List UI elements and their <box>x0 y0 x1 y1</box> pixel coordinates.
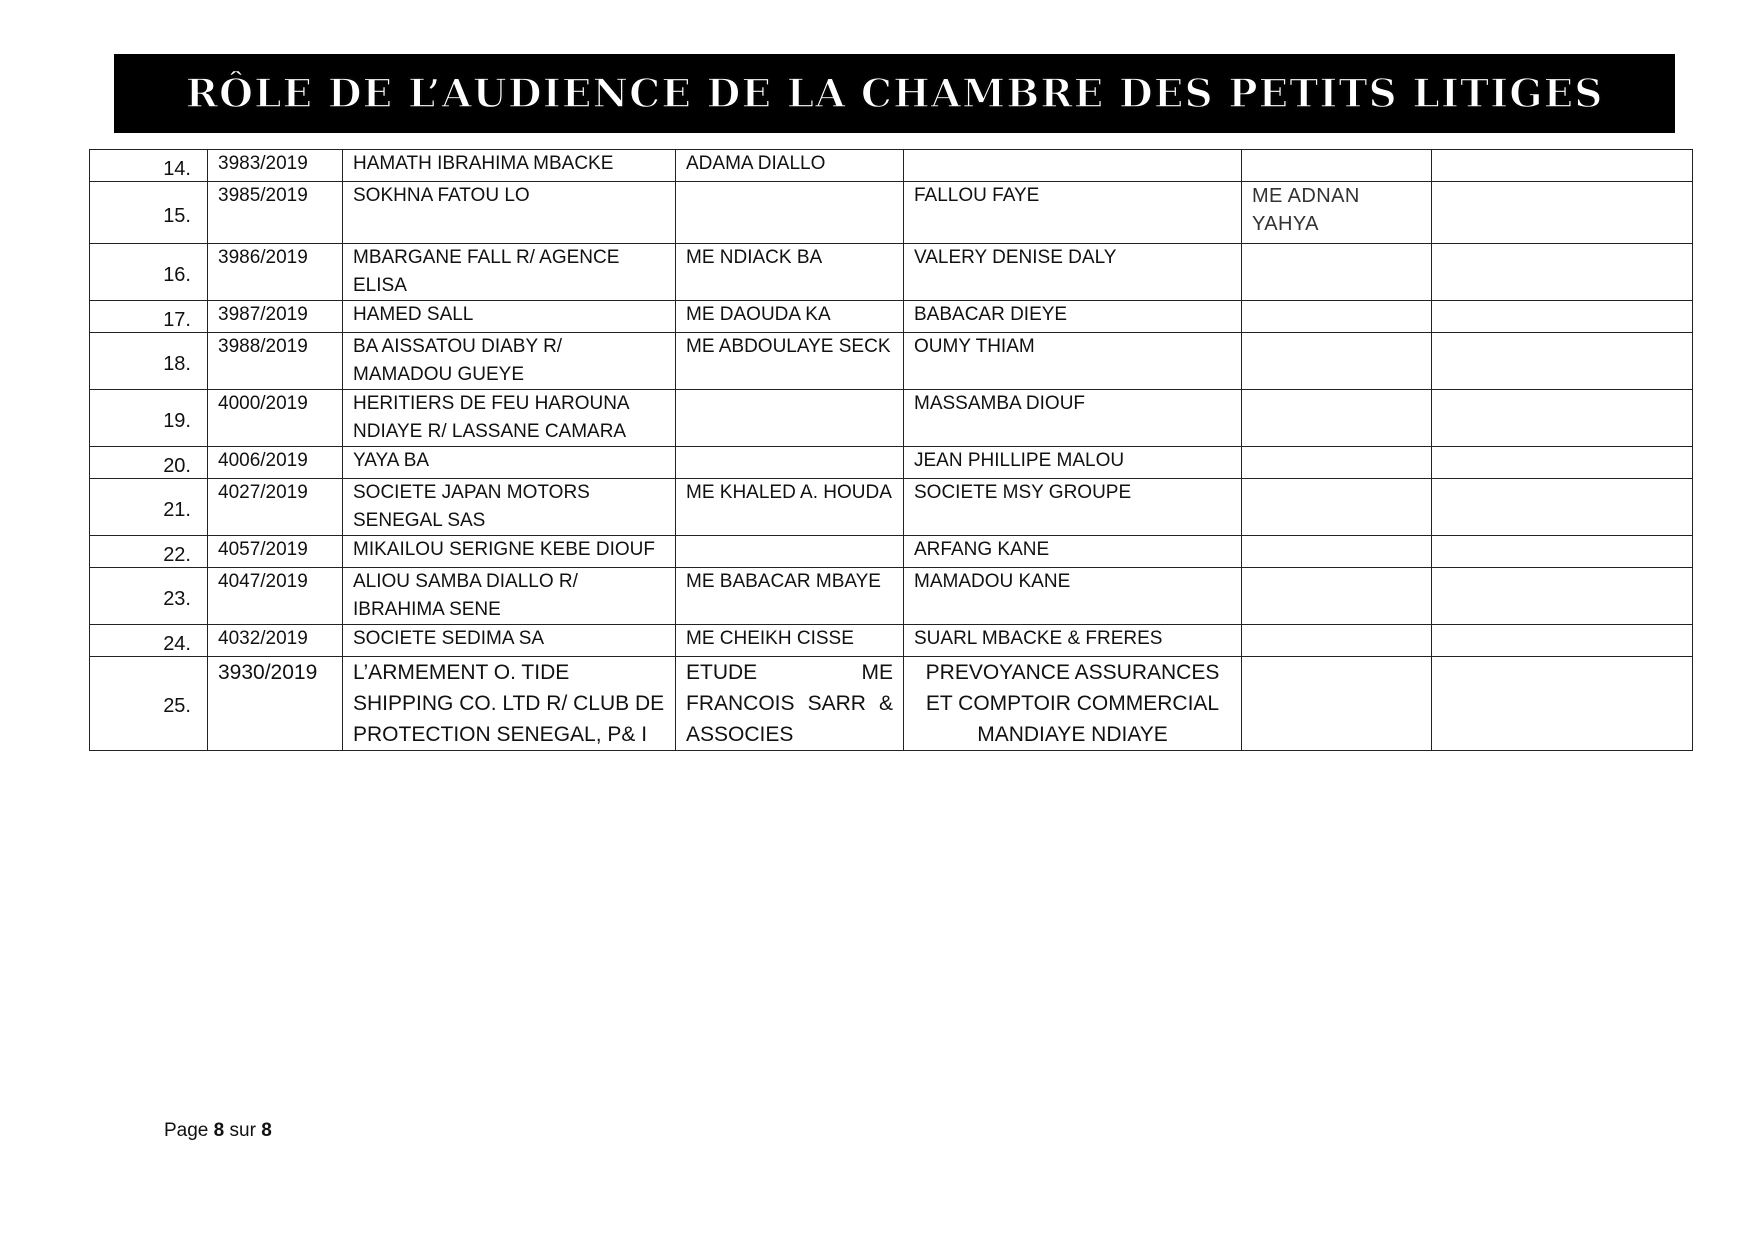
lawyer-cell: ME KHALED A. HOUDA <box>676 479 904 536</box>
case-number: 3988/2019 <box>208 333 343 390</box>
opponent-cell: FALLOU FAYE <box>904 182 1242 244</box>
lawyer-cell: ME NDIACK BA <box>676 244 904 301</box>
note-cell <box>1432 447 1693 479</box>
table-row <box>90 625 1693 657</box>
table-row <box>90 182 1693 244</box>
note-cell <box>1432 536 1693 568</box>
lawyer-cell: ME BABACAR MBAYE <box>676 568 904 625</box>
note-cell <box>1432 244 1693 301</box>
row-number: 25. <box>90 657 208 751</box>
document-title: RÔLE DE L’AUDIENCE DE LA CHAMBRE DES PETITS LITIGES <box>185 70 1604 117</box>
party-cell: L’ARMEMENT O. TIDE SHIPPING CO. LTD R/ CLUB DE PROTECTION SENEGAL, P& I <box>343 657 676 751</box>
opponent-lawyer-cell <box>1242 625 1432 657</box>
table-row <box>90 479 1693 536</box>
table-row <box>90 447 1693 479</box>
lawyer-cell <box>676 447 904 479</box>
note-cell <box>1432 333 1693 390</box>
opponent-lawyer-cell <box>1242 333 1432 390</box>
row-number: 21. <box>90 479 208 536</box>
opponent-cell: SUARL MBACKE & FRERES <box>904 625 1242 657</box>
case-number: 4032/2019 <box>208 625 343 657</box>
table-row <box>90 390 1693 447</box>
table-row <box>90 333 1693 390</box>
page-footer <box>164 1120 272 1142</box>
total-pages-number: 8 <box>261 1120 272 1141</box>
case-number: 3983/2019 <box>208 150 343 182</box>
note-cell <box>1432 182 1693 244</box>
party-cell: MIKAILOU SERIGNE KEBE DIOUF <box>343 536 676 568</box>
note-cell <box>1432 479 1693 536</box>
opponent-lawyer-cell <box>1242 301 1432 333</box>
party-cell: BA AISSATOU DIABY R/ MAMADOU GUEYE <box>343 333 676 390</box>
opponent-lawyer-cell <box>1242 657 1432 751</box>
row-number: 24. <box>90 625 208 657</box>
note-cell <box>1432 301 1693 333</box>
note-cell <box>1432 150 1693 182</box>
row-number: 17. <box>90 301 208 333</box>
case-number: 4000/2019 <box>208 390 343 447</box>
case-number: 4057/2019 <box>208 536 343 568</box>
opponent-lawyer-cell <box>1242 447 1432 479</box>
row-number: 14. <box>90 150 208 182</box>
case-number: 4006/2019 <box>208 447 343 479</box>
opponent-cell: JEAN PHILLIPE MALOU <box>904 447 1242 479</box>
lawyer-cell: ME ABDOULAYE SECK <box>676 333 904 390</box>
row-number: 18. <box>90 333 208 390</box>
party-cell: SOCIETE SEDIMA SA <box>343 625 676 657</box>
row-number: 19. <box>90 390 208 447</box>
lawyer-cell: ETUDE ME FRANCOIS SARR & ASSOCIES <box>676 657 904 751</box>
table-row <box>90 301 1693 333</box>
case-number: 3930/2019 <box>208 657 343 751</box>
row-number: 15. <box>90 182 208 244</box>
note-cell <box>1432 625 1693 657</box>
hearing-roll-table <box>89 149 1693 751</box>
opponent-lawyer-cell <box>1242 568 1432 625</box>
row-number: 20. <box>90 447 208 479</box>
opponent-cell: OUMY THIAM <box>904 333 1242 390</box>
opponent-cell: PREVOYANCE ASSURANCES ET COMPTOIR COMMERCIAL MANDIAYE NDIAYE <box>904 657 1242 751</box>
note-cell <box>1432 568 1693 625</box>
note-cell <box>1432 657 1693 751</box>
row-number: 23. <box>90 568 208 625</box>
case-number: 4027/2019 <box>208 479 343 536</box>
page-label: Page <box>164 1120 209 1141</box>
opponent-lawyer-cell <box>1242 479 1432 536</box>
opponent-cell: BABACAR DIEYE <box>904 301 1242 333</box>
party-cell: HAMATH IBRAHIMA MBACKE <box>343 150 676 182</box>
party-cell: HAMED SALL <box>343 301 676 333</box>
lawyer-cell <box>676 536 904 568</box>
case-number: 3985/2019 <box>208 182 343 244</box>
case-number: 3987/2019 <box>208 301 343 333</box>
table-row <box>90 536 1693 568</box>
party-cell: ALIOU SAMBA DIALLO R/ IBRAHIMA SENE <box>343 568 676 625</box>
party-cell: MBARGANE FALL R/ AGENCE ELISA <box>343 244 676 301</box>
case-number: 4047/2019 <box>208 568 343 625</box>
current-page-number: 8 <box>213 1120 225 1141</box>
opponent-lawyer-cell <box>1242 150 1432 182</box>
table-row <box>90 657 1693 751</box>
opponent-cell <box>904 150 1242 182</box>
table-row <box>90 150 1693 182</box>
row-number: 22. <box>90 536 208 568</box>
opponent-lawyer-cell <box>1242 390 1432 447</box>
party-cell: HERITIERS DE FEU HAROUNA NDIAYE R/ LASSANE CAMARA <box>343 390 676 447</box>
row-number: 16. <box>90 244 208 301</box>
case-number: 3986/2019 <box>208 244 343 301</box>
opponent-cell: SOCIETE MSY GROUPE <box>904 479 1242 536</box>
page-separator: sur <box>229 1120 256 1141</box>
table-row <box>90 568 1693 625</box>
opponent-cell: VALERY DENISE DALY <box>904 244 1242 301</box>
opponent-lawyer-cell: ME ADNAN YAHYA <box>1242 182 1432 244</box>
opponent-cell: ARFANG KANE <box>904 536 1242 568</box>
lawyer-cell: ME DAOUDA KA <box>676 301 904 333</box>
table-row <box>90 244 1693 301</box>
lawyer-cell <box>676 390 904 447</box>
opponent-lawyer-cell <box>1242 536 1432 568</box>
note-cell <box>1432 390 1693 447</box>
lawyer-cell: ME CHEIKH CISSE <box>676 625 904 657</box>
opponent-cell: MAMADOU KANE <box>904 568 1242 625</box>
lawyer-cell: ADAMA DIALLO <box>676 150 904 182</box>
opponent-lawyer-cell <box>1242 244 1432 301</box>
party-cell: SOCIETE JAPAN MOTORS SENEGAL SAS <box>343 479 676 536</box>
lawyer-cell <box>676 182 904 244</box>
title-banner <box>114 54 1675 133</box>
party-cell: SOKHNA FATOU LO <box>343 182 676 244</box>
opponent-cell: MASSAMBA DIOUF <box>904 390 1242 447</box>
party-cell: YAYA BA <box>343 447 676 479</box>
